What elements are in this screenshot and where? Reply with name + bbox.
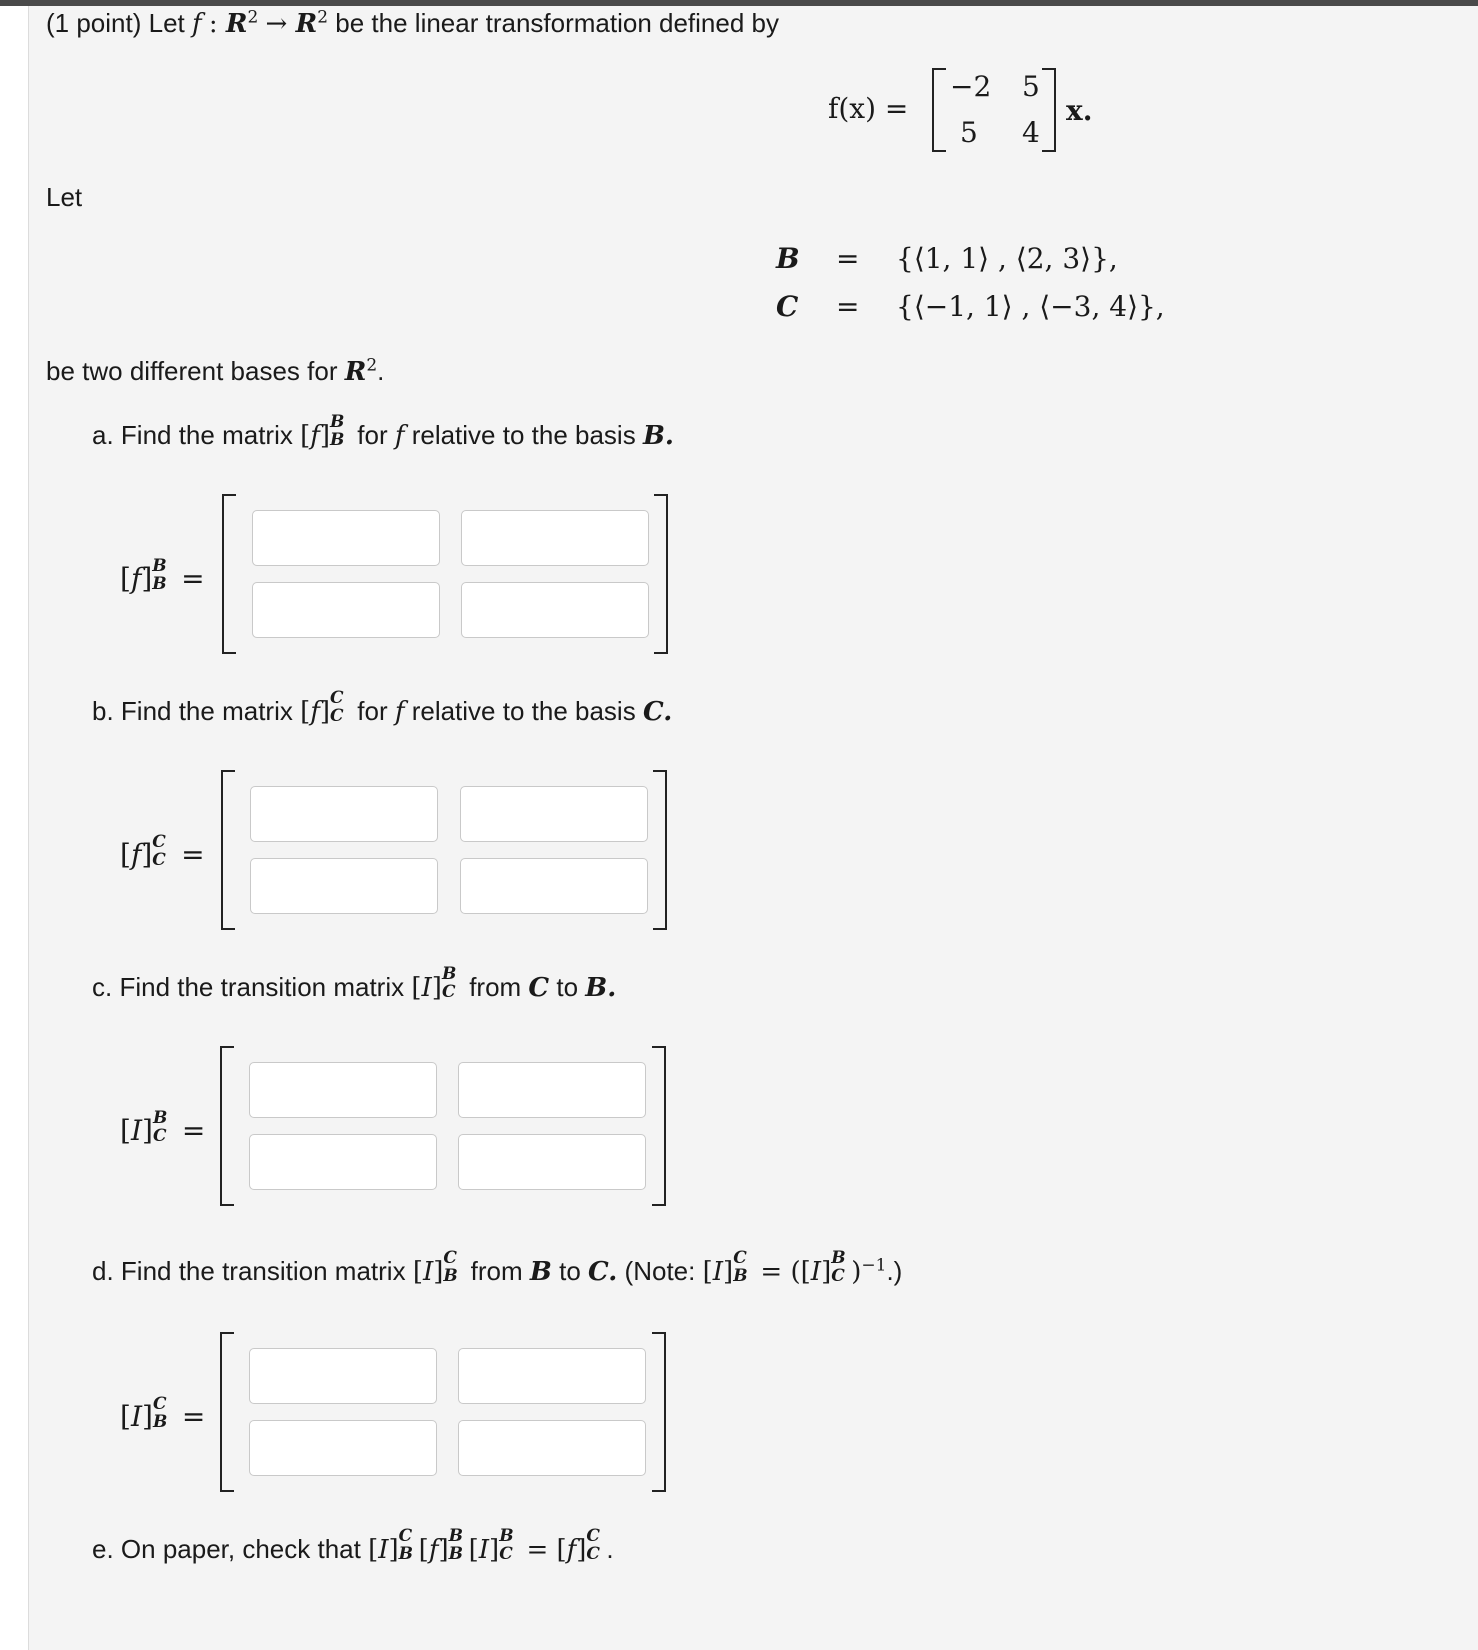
basis-b-equals: =	[836, 242, 860, 275]
answer-d-r2c2[interactable]	[458, 1420, 646, 1476]
basis-c-symbol: C	[776, 290, 799, 323]
definition-matrix-cell: 5	[1022, 70, 1040, 103]
answer-a-r1c2[interactable]	[461, 510, 649, 566]
answer-d-r1c2[interactable]	[458, 1348, 646, 1404]
part-d-right-bracket	[652, 1332, 666, 1492]
part-a-question: a. Find the matrix [f] B B for f relative to the basis B.	[92, 412, 674, 451]
answer-b-r2c2[interactable]	[460, 858, 648, 914]
definition-vector: x.	[1066, 94, 1093, 127]
let-label: Let	[46, 182, 83, 212]
bases-note: be two different bases for $R^2$.	[46, 355, 385, 387]
answer-a-r2c1[interactable]	[252, 582, 440, 638]
part-d-label: [I] C B =	[120, 1394, 206, 1433]
part-b-label: [f] C C =	[120, 832, 205, 871]
answer-c-r1c2[interactable]	[458, 1062, 646, 1118]
part-d-left-bracket	[220, 1332, 234, 1492]
part-d-question: d. Find the transition matrix [I] C B from B to C. (Note: [I] C B = ([I] B C )$^{-1}$.)	[92, 1248, 903, 1287]
definition-right-bracket	[1042, 68, 1056, 152]
answer-b-r1c1[interactable]	[250, 786, 438, 842]
part-c-label: [I] B C =	[120, 1108, 206, 1147]
part-a-label: [f] B B =	[120, 556, 205, 595]
problem-statement: (1 point) Let f : $R^2 \to R^2$ be the linear transformation defined by	[46, 7, 779, 39]
answer-c-r1c1[interactable]	[249, 1062, 437, 1118]
definition-matrix-cell: 4	[1022, 116, 1040, 149]
part-b-right-bracket	[653, 770, 667, 930]
answer-c-r2c2[interactable]	[458, 1134, 646, 1190]
part-c-question: c. Find the transition matrix [I] B C from C to B.	[92, 964, 617, 1003]
basis-c-value: {⟨−1, 1⟩ , ⟨−3, 4⟩},	[896, 290, 1165, 323]
definition-matrix-cell: 5	[960, 116, 978, 149]
answer-c-r2c1[interactable]	[249, 1134, 437, 1190]
part-b-question: b. Find the matrix [f] C C for f relative to the basis C.	[92, 688, 673, 727]
basis-c-equals: =	[836, 290, 860, 323]
definition-left-bracket	[932, 68, 946, 152]
answer-d-r1c1[interactable]	[249, 1348, 437, 1404]
answer-d-r2c1[interactable]	[249, 1420, 437, 1476]
problem-panel	[28, 6, 1478, 1650]
part-e-statement: e. On paper, check that [I] C B [f] B B [I] B C = [f] C C .	[92, 1526, 614, 1565]
definition-lhs: f(x) =	[828, 92, 909, 125]
part-b-left-bracket	[221, 770, 235, 930]
definition-matrix-cell: −2	[950, 70, 992, 103]
answer-b-r1c2[interactable]	[460, 786, 648, 842]
part-c-left-bracket	[220, 1046, 234, 1206]
answer-b-r2c1[interactable]	[250, 858, 438, 914]
basis-b-value: {⟨1, 1⟩ , ⟨2, 3⟩},	[896, 242, 1118, 275]
part-c-right-bracket	[652, 1046, 666, 1206]
answer-a-r2c2[interactable]	[461, 582, 649, 638]
basis-b-symbol: B	[776, 242, 800, 275]
part-a-right-bracket	[654, 494, 668, 654]
part-a-left-bracket	[222, 494, 236, 654]
answer-a-r1c1[interactable]	[252, 510, 440, 566]
